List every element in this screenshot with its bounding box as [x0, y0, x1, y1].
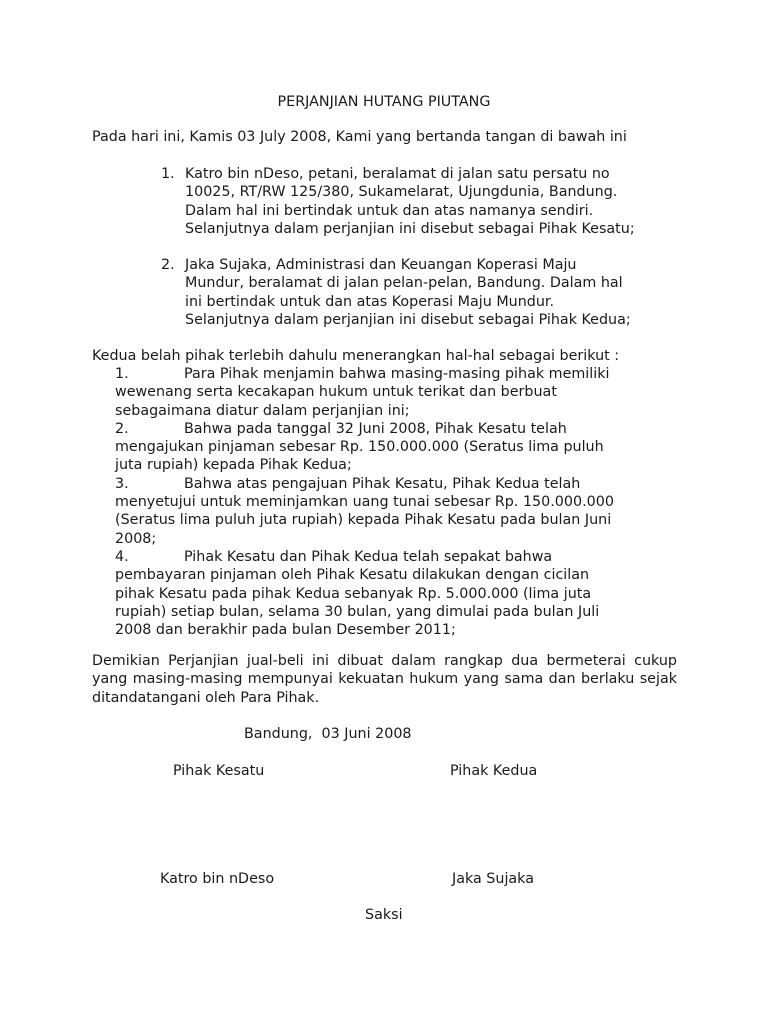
party-line: Mundur, beralamat di jalan pelan-pelan, Bandung. Dalam hal [185, 275, 623, 292]
point-item-3 [115, 475, 675, 548]
point-item-1 [115, 365, 675, 420]
point-line: 2008; [115, 530, 157, 547]
party-line: ini bertindak untuk dan atas Koperasi Maju Mundur. [185, 293, 555, 310]
point-line: Para Pihak menjamin bahwa masing-masing pihak memiliki [184, 366, 610, 382]
point-line: rupiah) setiap bulan, selama 30 bulan, yang dimulai pada bulan Juli [115, 603, 600, 620]
point-line: mengajukan pinjaman sebesar Rp. 150.000.000 (Seratus lima puluh [115, 439, 604, 456]
party-line: Selanjutnya dalam perjanjian ini disebut sebagai Pihak Kedua; [185, 311, 631, 328]
party-2 [161, 256, 681, 329]
point-line: pembayaran pinjaman oleh Pihak Kesatu dilakukan dengan cicilan [115, 567, 590, 584]
closing-paragraph: Demikian Perjanjian jual-beli ini dibuat dalam rangkap dua bermeterai cukup yang masing-masing mempunyai kekuatan hukum yang sama dan berlaku sejak ditandatangani oleh Para Pihak. [92, 653, 677, 706]
signature-role-right: Pihak Kedua [450, 763, 538, 779]
party-number: 1. [161, 166, 175, 182]
party-number: 2. [161, 257, 175, 273]
signature-role-left: Pihak Kesatu [173, 763, 265, 779]
points-list [115, 365, 675, 639]
signature-name-left: Katro bin nDeso [160, 871, 275, 887]
lead-paragraph: Kedua belah pihak terlebih dahulu menerangkan hal-hal sebagai berikut : [92, 348, 620, 364]
point-number: 4. [115, 548, 129, 565]
intro-paragraph: Pada hari ini, Kamis 03 July 2008, Kami yang bertanda tangan di bawah ini [92, 129, 627, 145]
point-line: 2008 dan berakhir pada bulan Desember 2011; [115, 622, 456, 639]
point-number: 3. [115, 475, 129, 492]
point-item-2 [115, 420, 675, 475]
point-line: wewenang serta kecakapan hukum untuk terikat dan berbuat [115, 384, 557, 401]
point-line: Bahwa atas pengajuan Pihak Kesatu, Pihak Kedua telah [184, 475, 581, 492]
point-line: sebagaimana diatur dalam perjanjian ini; [115, 402, 410, 419]
point-number: 1. [115, 366, 129, 382]
point-line: Bahwa pada tanggal 32 Juni 2008, Pihak Kesatu telah [184, 420, 567, 437]
point-line: (Seratus lima puluh juta rupiah) kepada Pihak Kesatu pada bulan Juni [115, 512, 612, 529]
signature-name-right: Jaka Sujaka [452, 871, 534, 887]
point-number: 2. [115, 420, 129, 437]
point-item-4 [115, 548, 675, 639]
place-date: Bandung, 03 Juni 2008 [244, 726, 412, 742]
party-line: Dalam hal ini bertindak untuk dan atas namanya sendiri. [185, 202, 594, 219]
witness-label: Saksi [365, 907, 403, 923]
party-line: Jaka Sujaka, Administrasi dan Keuangan Koperasi Maju [185, 257, 577, 273]
point-line: menyetujui untuk meminjamkan uang tunai sebesar Rp. 150.000.000 [115, 494, 614, 511]
party-1 [161, 165, 681, 238]
point-line: Pihak Kesatu dan Pihak Kedua telah sepakat bahwa [184, 548, 553, 565]
party-line: Katro bin nDeso, petani, beralamat di jalan satu persatu no [185, 166, 610, 182]
party-line: 10025, RT/RW 125/380, Sukamelarat, Ujungdunia, Bandung. [185, 184, 618, 201]
party-line: Selanjutnya dalam perjanjian ini disebut sebagai Pihak Kesatu; [185, 220, 635, 237]
document-title: PERJANJIAN HUTANG PIUTANG [277, 94, 491, 110]
point-line: juta rupiah) kepada Pihak Kedua; [115, 457, 352, 474]
point-line: pihak Kesatu pada pihak Kedua sebanyak Rp. 5.000.000 (lima juta [115, 585, 592, 602]
